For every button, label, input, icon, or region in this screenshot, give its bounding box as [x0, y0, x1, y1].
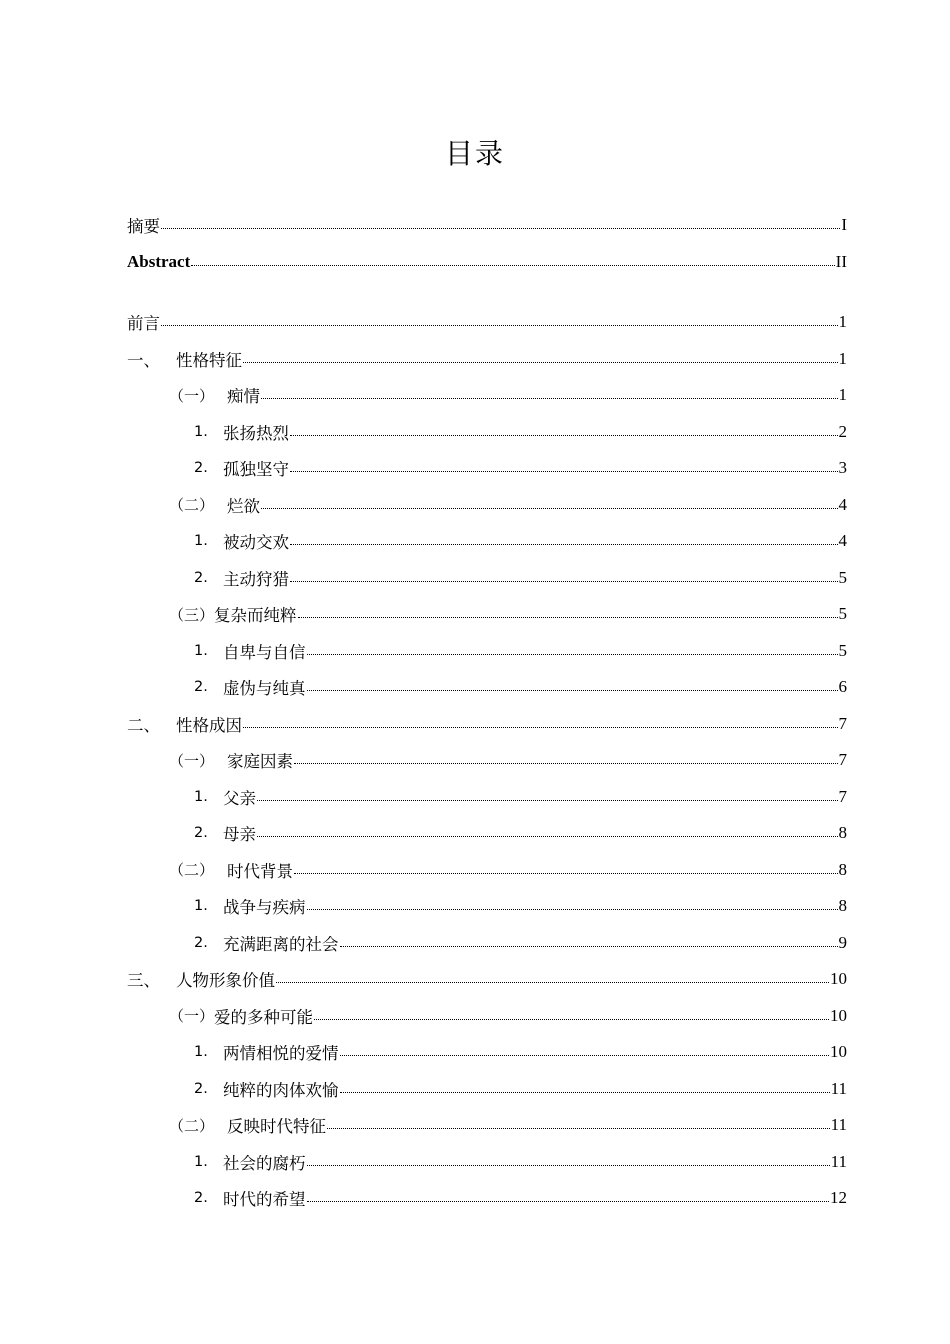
toc-entry-page-number: 5: [838, 640, 847, 660]
dot-leader: [243, 710, 838, 728]
toc-entry-number: 1.: [194, 1044, 208, 1061]
toc-entry-label: 张扬热烈: [223, 423, 289, 443]
dot-leader: [314, 1002, 829, 1020]
toc-entry[interactable]: [127, 450, 847, 487]
toc-entry-page-number: 1: [838, 348, 847, 368]
toc-entry-page-number: 6: [838, 677, 847, 697]
dot-leader: [340, 1075, 830, 1093]
toc-entry-number: 2.: [194, 679, 208, 696]
dot-leader: [340, 1039, 830, 1057]
dot-leader: [294, 856, 838, 874]
dot-leader: [257, 783, 838, 801]
page-title: 目录: [444, 137, 505, 170]
toc-entry[interactable]: [127, 341, 847, 378]
toc-entry-label: 家庭因素: [227, 752, 293, 772]
toc-entry-number: 2.: [194, 569, 208, 586]
toc-entry[interactable]: [127, 487, 847, 524]
toc-entry-page-number: 4: [838, 531, 847, 551]
toc-entry[interactable]: [127, 304, 847, 341]
toc-entry-number: 1.: [194, 642, 208, 659]
toc-entry[interactable]: [127, 669, 847, 706]
toc-entry[interactable]: [127, 377, 847, 414]
toc-entry-label: 时代的希望: [223, 1190, 306, 1210]
toc-entry-number: 1.: [194, 1153, 208, 1170]
dot-leader: [307, 1148, 830, 1166]
toc-entry-page-number: 8: [838, 859, 847, 879]
toc-entry-label: 烂欲: [227, 496, 260, 516]
dot-leader: [191, 248, 834, 266]
toc-entry-label: 虚伪与纯真: [223, 679, 306, 699]
toc-entry-label: 摘要: [127, 217, 160, 237]
dot-leader: [307, 674, 838, 692]
toc-entry-page-number: 8: [838, 823, 847, 843]
toc-entry[interactable]: [127, 742, 847, 779]
toc-entry-label: Abstract: [127, 251, 191, 271]
toc-entry[interactable]: [127, 633, 847, 670]
toc-entry-number: （二）: [169, 861, 215, 880]
toc-entry[interactable]: [127, 1034, 847, 1071]
toc-entry[interactable]: [127, 1180, 847, 1217]
toc-entry-number: （三）: [169, 605, 215, 624]
toc-entry-label: 充满距离的社会: [223, 934, 339, 954]
toc-entry-page-number: 11: [830, 1151, 847, 1171]
toc-entry-page-number: 11: [830, 1115, 847, 1135]
dot-leader: [161, 309, 838, 327]
toc-entry[interactable]: [127, 779, 847, 816]
dot-leader: [327, 1112, 830, 1130]
toc-entry[interactable]: [127, 414, 847, 451]
toc-entry[interactable]: [127, 815, 847, 852]
toc-entry-page-number: 1: [838, 385, 847, 405]
dot-leader: [290, 564, 838, 582]
toc-entry-number: 2.: [194, 1080, 208, 1097]
dot-leader: [257, 820, 838, 838]
toc-entry-page-number: 12: [830, 1188, 847, 1208]
toc-entry[interactable]: [127, 888, 847, 925]
toc-entry-number: 2.: [194, 934, 208, 951]
toc-entry[interactable]: [127, 207, 847, 244]
toc-entry-number: 二、: [127, 715, 160, 735]
toc-entry-number: 三、: [127, 971, 160, 991]
toc-entry[interactable]: [127, 1071, 847, 1108]
toc-entry[interactable]: [127, 998, 847, 1035]
toc-entry-page-number: 7: [838, 786, 847, 806]
toc-entry-label: 纯粹的肉体欢愉: [223, 1080, 339, 1100]
dot-leader: [290, 455, 838, 473]
toc-entry-page-number: 10: [830, 969, 847, 989]
dot-leader: [294, 747, 838, 765]
toc-entry-number: 2.: [194, 460, 208, 477]
dot-leader: [161, 212, 840, 230]
dot-leader: [307, 1185, 830, 1203]
toc-entry-number: 一、: [127, 350, 160, 370]
toc-entry-label: 爱的多种可能: [214, 1007, 314, 1027]
toc-entry-number: 1.: [194, 423, 208, 440]
toc-entry-label: 母亲: [223, 825, 256, 845]
dot-leader: [298, 601, 838, 619]
toc-entry-label: 被动交欢: [223, 533, 289, 553]
toc-entry-number: 2.: [194, 1190, 208, 1207]
toc-entry-page-number: 7: [838, 713, 847, 733]
toc-entry[interactable]: [127, 1107, 847, 1144]
toc-entry-page-number: I: [841, 215, 847, 235]
toc-entry[interactable]: [127, 523, 847, 560]
toc-entry-number: 1.: [194, 533, 208, 550]
toc-entry-page-number: II: [835, 251, 847, 271]
toc-entry[interactable]: [127, 596, 847, 633]
table-of-contents: [127, 207, 847, 1217]
toc-entry-page-number: 10: [830, 1042, 847, 1062]
toc-entry-label: 痴情: [227, 387, 260, 407]
toc-entry-label: 性格成因: [176, 715, 242, 735]
toc-entry-label: 性格特征: [176, 350, 242, 370]
toc-entry-label: 前言: [127, 314, 160, 334]
toc-entry-label: 孤独坚守: [223, 460, 289, 480]
toc-entry-page-number: 7: [838, 750, 847, 770]
toc-entry[interactable]: [127, 1144, 847, 1181]
toc-entry-page-number: 2: [838, 421, 847, 441]
toc-entry-label: 人物形象价值: [176, 971, 275, 991]
toc-entry-number: 1.: [194, 788, 208, 805]
toc-entry-page-number: 5: [838, 567, 847, 587]
dot-leader: [261, 382, 838, 400]
toc-entry-label: 自卑与自信: [223, 642, 306, 662]
toc-entry-label: 主动狩猎: [223, 569, 289, 589]
toc-entry-label: 战争与疾病: [223, 898, 306, 918]
toc-entry-label: 两情相悦的爱情: [223, 1044, 339, 1064]
toc-entry-number: 2.: [194, 825, 208, 842]
toc-entry-page-number: 10: [830, 1005, 847, 1025]
toc-entry[interactable]: [127, 961, 847, 998]
dot-leader: [340, 929, 838, 947]
toc-entry-label: 复杂而纯粹: [214, 606, 297, 626]
toc-entry[interactable]: [127, 706, 847, 743]
toc-entry[interactable]: [127, 852, 847, 889]
dot-leader: [276, 966, 829, 984]
toc-entry-number: （一）: [169, 751, 215, 770]
toc-entry-page-number: 1: [838, 312, 847, 332]
toc-entry-number: （二）: [169, 1116, 215, 1135]
dot-leader: [307, 893, 838, 911]
toc-entry-page-number: 4: [838, 494, 847, 514]
toc-entry-label: 父亲: [223, 788, 256, 808]
dot-leader: [261, 491, 838, 509]
toc-entry-page-number: 9: [838, 932, 847, 952]
toc-entry[interactable]: [127, 925, 847, 962]
toc-entry-label: 反映时代特征: [227, 1117, 326, 1137]
dot-leader: [290, 418, 838, 436]
dot-leader: [307, 637, 838, 655]
toc-entry-page-number: 8: [838, 896, 847, 916]
toc-entry-label: 时代背景: [227, 861, 293, 881]
toc-entry-number: （二）: [169, 496, 215, 515]
dot-leader: [290, 528, 838, 546]
toc-entry-label: 社会的腐朽: [223, 1153, 306, 1173]
toc-entry-page-number: 5: [838, 604, 847, 624]
toc-entry[interactable]: [127, 560, 847, 597]
toc-entry[interactable]: [127, 244, 847, 281]
toc-entry-page-number: 3: [838, 458, 847, 478]
dot-leader: [243, 345, 838, 363]
toc-entry-page-number: 11: [830, 1078, 847, 1098]
toc-entry-number: （一）: [169, 386, 215, 405]
toc-entry-number: 1.: [194, 898, 208, 915]
toc-entry-number: （一）: [169, 1007, 215, 1026]
